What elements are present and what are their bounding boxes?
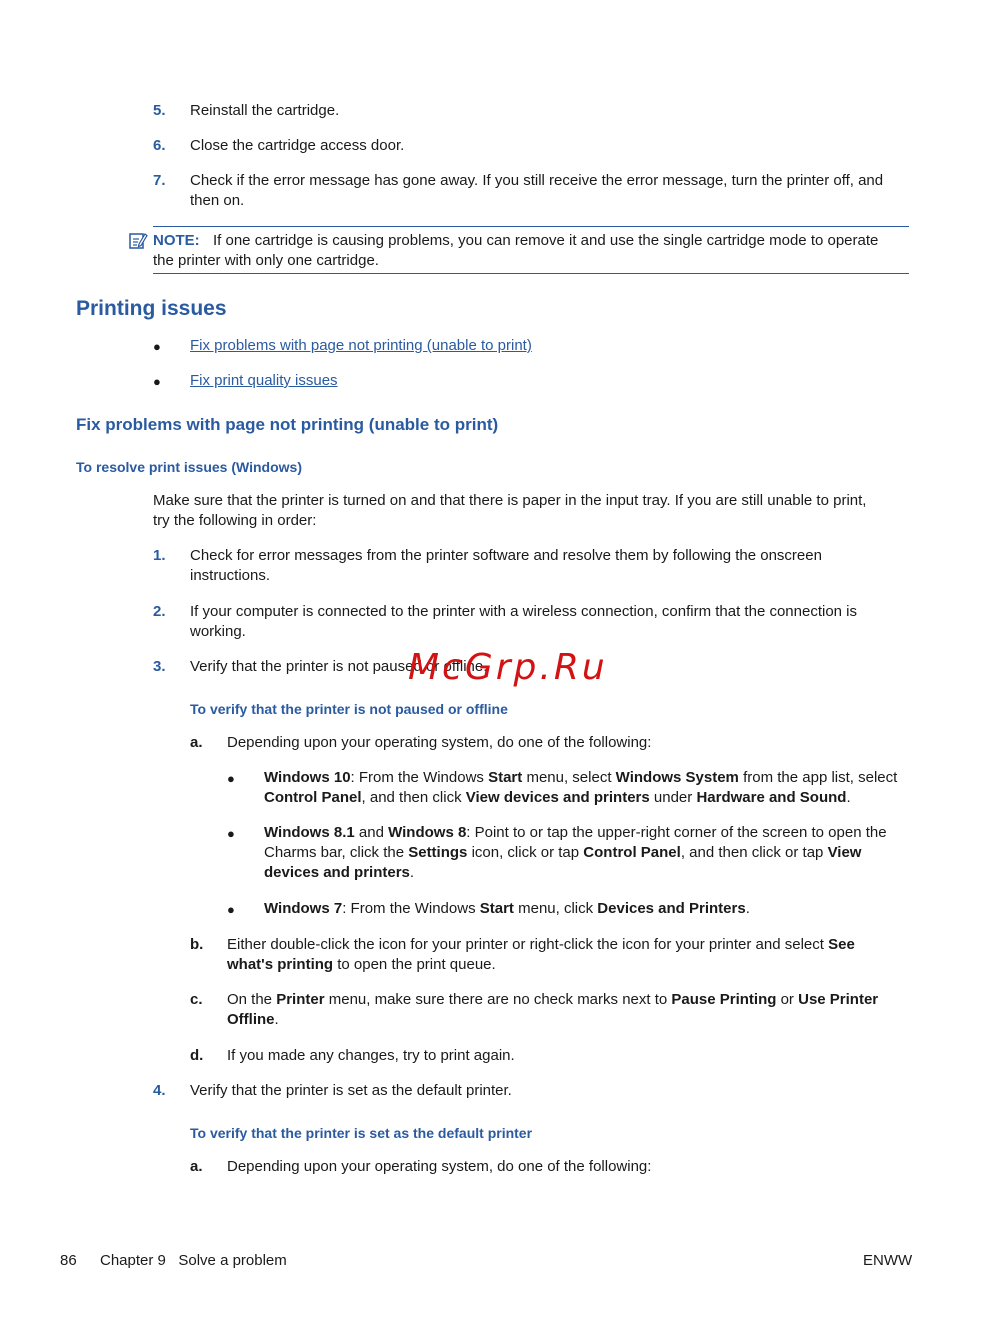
step-text: Check for error messages from the printer software and resolve them by following the onscreen xyxy=(190,547,822,564)
subsection-title: Fix problems with page not printing (unable to print) xyxy=(76,415,499,434)
windows8-instruction: Windows 8.1 and Windows 8: Point to or tap the upper-right corner of the screen to open the xyxy=(264,824,887,841)
procedure-title: To verify that the printer is not paused or offline xyxy=(190,701,508,717)
watermark: McGrp.Ru xyxy=(408,647,608,688)
note-text: the printer with only one cartridge. xyxy=(153,252,379,269)
note-text: If one cartridge is causing problems, you can remove it and use the single cartridge mode to operate xyxy=(213,232,879,249)
substep-letter: b. xyxy=(190,936,204,953)
bullet-icon: ● xyxy=(153,374,161,389)
windows7-instruction: Windows 7: From the Windows Start menu, click Devices and Printers. xyxy=(264,900,750,917)
procedure-title: To verify that the printer is set as the default printer xyxy=(190,1125,533,1141)
substep-letter: c. xyxy=(190,991,203,1008)
bullet-icon: ● xyxy=(227,902,235,917)
bullet-icon: ● xyxy=(153,339,161,354)
note-icon xyxy=(128,231,148,251)
intro-text: try the following in order: xyxy=(153,512,317,529)
step-number: 4. xyxy=(153,1082,166,1099)
substep-text: Depending upon your operating system, do one of the following: xyxy=(227,1158,652,1175)
step-text: Verify that the printer is set as the default printer. xyxy=(190,1082,512,1099)
note-bottom-rule xyxy=(153,273,909,274)
substep-text: what's printing to open the print queue. xyxy=(227,956,496,973)
windows10-instruction: Windows 10: From the Windows Start menu, select Windows System from the app list, select xyxy=(264,769,898,786)
note-label: NOTE: xyxy=(153,232,200,249)
step-text: instructions. xyxy=(190,567,271,584)
windows8-instruction: devices and printers. xyxy=(264,864,415,881)
substep-text: Either double-click the icon for your printer or right-click the icon for your printer and select See xyxy=(227,936,855,953)
step-text: working. xyxy=(190,623,246,640)
step-text: Check if the error message has gone away. If you still receive the error message, turn the printer off, and xyxy=(190,172,884,189)
note-top-rule xyxy=(153,226,909,227)
section-title: Printing issues xyxy=(76,297,227,320)
footer-right-label: ENWW xyxy=(863,1252,913,1269)
step-number: 1. xyxy=(153,547,166,564)
substep-letter: d. xyxy=(190,1047,204,1064)
link-print-quality[interactable]: Fix print quality issues xyxy=(190,372,338,389)
procedure-title: To resolve print issues (Windows) xyxy=(76,459,302,475)
step-text: then on. xyxy=(190,192,245,209)
step-text: If your computer is connected to the printer with a wireless connection, confirm that the connection is xyxy=(190,603,858,620)
step-text: Reinstall the cartridge. xyxy=(190,102,340,119)
step-number: 6. xyxy=(153,137,166,154)
windows8-instruction: Charms bar, click the Settings icon, click or tap Control Panel, and then click or tap View xyxy=(264,844,862,861)
step-number: 5. xyxy=(153,102,166,119)
chapter-label: Chapter 9 Solve a problem xyxy=(100,1252,287,1269)
link-page-not-printing[interactable]: Fix problems with page not printing (unable to print) xyxy=(190,337,532,354)
page-number: 86 xyxy=(60,1252,77,1269)
intro-text: Make sure that the printer is turned on and that there is paper in the input tray. If you are still unable to print, xyxy=(153,492,867,509)
substep-letter: a. xyxy=(190,734,203,751)
substep-text: Depending upon your operating system, do one of the following: xyxy=(227,734,652,751)
substep-letter: a. xyxy=(190,1158,203,1175)
bullet-icon: ● xyxy=(227,826,235,841)
step-number: 7. xyxy=(153,172,166,189)
substep-text: On the Printer menu, make sure there are no check marks next to Pause Printing or Use Printer xyxy=(227,991,879,1008)
windows10-instruction: Control Panel, and then click View devices and printers under Hardware and Sound. xyxy=(264,789,851,806)
step-text: Verify that the printer is not paused or offline. xyxy=(190,658,488,675)
step-text: Close the cartridge access door. xyxy=(190,137,405,154)
substep-text: If you made any changes, try to print again. xyxy=(227,1047,515,1064)
bullet-icon: ● xyxy=(227,771,235,786)
step-number: 2. xyxy=(153,603,166,620)
substep-text: Offline. xyxy=(227,1011,279,1028)
step-number: 3. xyxy=(153,658,166,675)
